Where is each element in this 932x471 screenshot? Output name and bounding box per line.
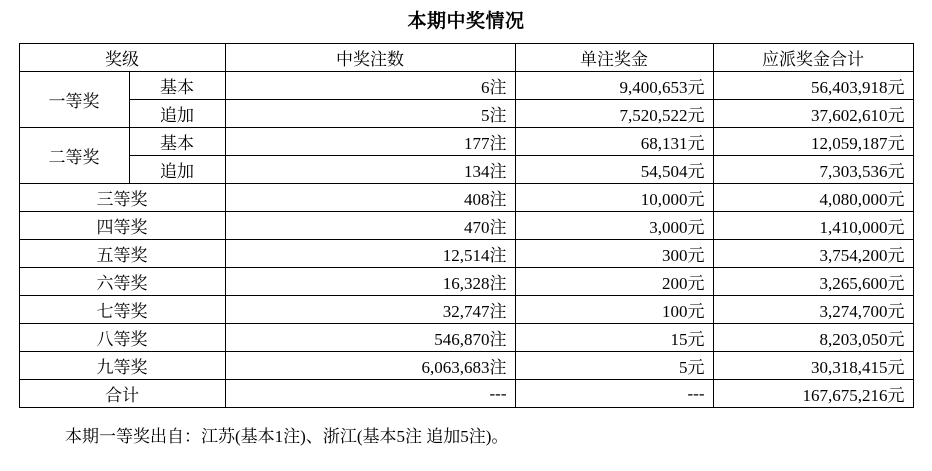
column-header-level: 奖级 (19, 44, 225, 72)
cell-winning-count: 546,870注 (225, 324, 515, 352)
cell-winning-count: 32,747注 (225, 296, 515, 324)
cell-total-prize: 56,403,918元 (713, 72, 913, 100)
cell-prize-subtype: 追加 (129, 100, 225, 128)
table-body (19, 72, 913, 408)
table-row (19, 128, 913, 156)
cell-prize-level: 六等奖 (19, 268, 225, 296)
table-row (19, 184, 913, 212)
cell-winning-count: 5注 (225, 100, 515, 128)
cell-single-prize: 200元 (515, 268, 713, 296)
cell-prize-level: 七等奖 (19, 296, 225, 324)
cell-winning-count: 6,063,683注 (225, 352, 515, 380)
cell-prize-level: 九等奖 (19, 352, 225, 380)
cell-winning-count: 16,328注 (225, 268, 515, 296)
cell-prize-level: 八等奖 (19, 324, 225, 352)
table-row (19, 380, 913, 408)
table-row (19, 156, 913, 184)
cell-winning-count: --- (225, 380, 515, 408)
table-header-row (19, 44, 913, 72)
cell-single-prize: 68,131元 (515, 128, 713, 156)
column-header-total: 应派奖金合计 (713, 44, 913, 72)
column-header-amount: 单注奖金 (515, 44, 713, 72)
cell-total-prize: 3,265,600元 (713, 268, 913, 296)
cell-single-prize: 10,000元 (515, 184, 713, 212)
cell-prize-level: 二等奖 (19, 128, 129, 184)
cell-prize-subtype: 基本 (129, 72, 225, 100)
cell-total-prize: 37,602,610元 (713, 100, 913, 128)
cell-winning-count: 470注 (225, 212, 515, 240)
cell-single-prize: 7,520,522元 (515, 100, 713, 128)
cell-prize-level: 一等奖 (19, 72, 129, 128)
cell-single-prize: 100元 (515, 296, 713, 324)
table-row (19, 268, 913, 296)
table-row (19, 100, 913, 128)
column-header-count: 中奖注数 (225, 44, 515, 72)
cell-prize-subtype: 追加 (129, 156, 225, 184)
page-title: 本期中奖情况 (407, 11, 525, 32)
cell-total-prize: 12,059,187元 (713, 128, 913, 156)
cell-single-prize: 15元 (515, 324, 713, 352)
cell-winning-count: 134注 (225, 156, 515, 184)
table-row (19, 72, 913, 100)
table-row (19, 352, 913, 380)
table-row (19, 240, 913, 268)
cell-single-prize: 5元 (515, 352, 713, 380)
prize-table (19, 43, 914, 408)
cell-total-prize: 3,754,200元 (713, 240, 913, 268)
cell-single-prize: --- (515, 380, 713, 408)
table-row (19, 296, 913, 324)
cell-single-prize: 9,400,653元 (515, 72, 713, 100)
cell-prize-level: 五等奖 (19, 240, 225, 268)
cell-winning-count: 6注 (225, 72, 515, 100)
cell-single-prize: 54,504元 (515, 156, 713, 184)
table-header (19, 44, 913, 72)
table-row (19, 212, 913, 240)
cell-single-prize: 3,000元 (515, 212, 713, 240)
footnote: 本期一等奖出自：江苏(基本1注)、浙江(基本5注 追加5注)。 (65, 427, 509, 446)
cell-total-prize: 8,203,050元 (713, 324, 913, 352)
cell-total-prize: 30,318,415元 (713, 352, 913, 380)
cell-winning-count: 177注 (225, 128, 515, 156)
cell-winning-count: 12,514注 (225, 240, 515, 268)
cell-winning-count: 408注 (225, 184, 515, 212)
cell-total-prize: 3,274,700元 (713, 296, 913, 324)
cell-prize-subtype: 基本 (129, 128, 225, 156)
cell-total-prize: 1,410,000元 (713, 212, 913, 240)
cell-prize-level: 三等奖 (19, 184, 225, 212)
table-row (19, 324, 913, 352)
cell-prize-level: 四等奖 (19, 212, 225, 240)
cell-total-prize: 4,080,000元 (713, 184, 913, 212)
cell-total-prize: 7,303,536元 (713, 156, 913, 184)
cell-prize-level: 合计 (19, 380, 225, 408)
cell-single-prize: 300元 (515, 240, 713, 268)
cell-total-prize: 167,675,216元 (713, 380, 913, 408)
